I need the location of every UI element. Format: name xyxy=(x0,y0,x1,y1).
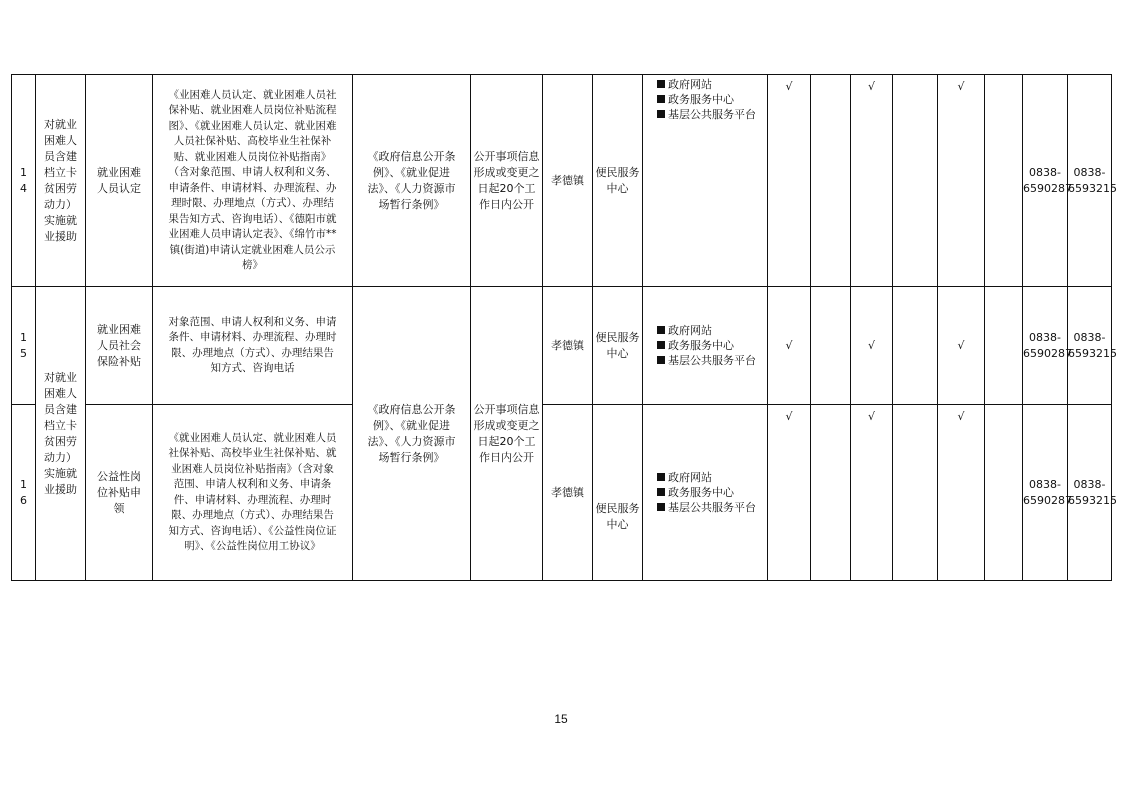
check-cell xyxy=(811,75,851,287)
public-venue: 便民服务中心 xyxy=(593,405,643,581)
public-content: 《就业困难人员认定、就业困难人员社保补贴、高校毕业生社保补贴、就业困难人员岗位补贴指南》（含对象范围、申请人权利和义务、申请条件、申请材料、办理流程、办理时限、办理地点（方式）、办理结果告知方式、咨询电话）、《公益性岗位证明》、《公益性岗位用工协议》 xyxy=(153,405,353,581)
channel-item: 政务服务中心 xyxy=(657,92,767,107)
page-number: 15 xyxy=(554,712,568,726)
black-square-icon xyxy=(657,341,665,349)
contact-phone-2: 0838-6593215 xyxy=(1068,405,1112,581)
check-cell: √ xyxy=(768,287,811,405)
table-row xyxy=(12,287,1112,405)
public-time-limit: 公开事项信息形成或变更之日起20个工作日内公开 xyxy=(471,75,543,287)
check-cell: √ xyxy=(938,287,985,405)
public-subject: 孝德镇 xyxy=(543,75,593,287)
check-cell: √ xyxy=(768,75,811,287)
channel-item: 基层公共服务平台 xyxy=(657,107,767,122)
public-channels xyxy=(643,75,768,287)
check-cell xyxy=(893,405,938,581)
contact-phone-2: 0838-6593215 xyxy=(1068,75,1112,287)
black-square-icon xyxy=(657,95,665,103)
check-cell: √ xyxy=(851,75,893,287)
channel-item: 政务服务中心 xyxy=(657,338,767,353)
black-square-icon xyxy=(657,80,665,88)
public-content: 《业困难人员认定、就业困难人员社保补贴、就业困难人员岗位补贴流程图》、《就业困难人员认定、就业困难人员社保补贴、高校毕业生社保补贴、就业困难人员岗位补贴指南》（含对象范围、申请人权利和义务、申请条件、申请材料、办理流程、办理时限、办理地点（方式）、办理结果告知方式、咨询电话）、《德阳市就业困难人员申请认定表》、《绵竹市**镇(街道)申请认定就业困难人员公示榜》 xyxy=(153,75,353,287)
row-number: 1 4 xyxy=(12,75,36,287)
public-basis: 《政府信息公开条例》、《就业促进法》、《人力资源市场暂行条例》 xyxy=(353,75,471,287)
public-channels xyxy=(643,405,768,581)
contact-phone-1: 0838-6590287 xyxy=(1023,287,1068,405)
contact-phone-2: 0838-6593215 xyxy=(1068,287,1112,405)
public-time-limit: 公开事项信息形成或变更之日起20个工作日内公开 xyxy=(471,287,543,581)
contact-phone-1: 0838-6590287 xyxy=(1023,405,1068,581)
public-basis: 《政府信息公开条例》、《就业促进法》、《人力资源市场暂行条例》 xyxy=(353,287,471,581)
row-number: 1 5 xyxy=(12,287,36,405)
check-cell xyxy=(811,287,851,405)
row-number: 1 6 xyxy=(12,405,36,581)
public-subject: 孝德镇 xyxy=(543,287,593,405)
public-affairs-table xyxy=(11,74,1117,581)
check-cell xyxy=(985,75,1023,287)
check-cell xyxy=(985,405,1023,581)
public-venue: 便民服务中心 xyxy=(593,287,643,405)
channel-item: 政务服务中心 xyxy=(657,485,767,500)
public-content: 对象范围、申请人权利和义务、申请条件、申请材料、办理流程、办理时限、办理地点（方式）、办理结果告知方式、咨询电话 xyxy=(153,287,353,405)
black-square-icon xyxy=(657,326,665,334)
black-square-icon xyxy=(657,488,665,496)
public-item: 就业困难人员社会保险补贴 xyxy=(86,287,153,405)
check-cell: √ xyxy=(768,405,811,581)
check-cell: √ xyxy=(851,287,893,405)
channel-item: 基层公共服务平台 xyxy=(657,500,767,515)
public-category: 对就业困难人员含建档立卡贫困劳动力）实施就业援助 xyxy=(36,287,86,581)
channel-item: 政府网站 xyxy=(657,77,767,92)
table-row xyxy=(12,75,1112,287)
channel-item: 政府网站 xyxy=(657,470,767,485)
check-cell xyxy=(893,75,938,287)
contact-phone-1: 0838-6590287 xyxy=(1023,75,1068,287)
black-square-icon xyxy=(657,356,665,364)
black-square-icon xyxy=(657,110,665,118)
channel-item: 基层公共服务平台 xyxy=(657,353,767,368)
public-item: 公益性岗位补贴申领 xyxy=(86,405,153,581)
public-category: 对就业困难人员含建档立卡贫困劳动力）实施就业援助 xyxy=(36,75,86,287)
public-item: 就业困难人员认定 xyxy=(86,75,153,287)
check-cell: √ xyxy=(938,405,985,581)
check-cell xyxy=(985,287,1023,405)
check-cell: √ xyxy=(938,75,985,287)
channel-item: 政府网站 xyxy=(657,323,767,338)
check-cell: √ xyxy=(851,405,893,581)
black-square-icon xyxy=(657,503,665,511)
table-row xyxy=(12,405,1112,581)
check-cell xyxy=(893,287,938,405)
public-subject: 孝德镇 xyxy=(543,405,593,581)
check-cell xyxy=(811,405,851,581)
public-venue: 便民服务中心 xyxy=(593,75,643,287)
public-channels xyxy=(643,287,768,405)
black-square-icon xyxy=(657,473,665,481)
